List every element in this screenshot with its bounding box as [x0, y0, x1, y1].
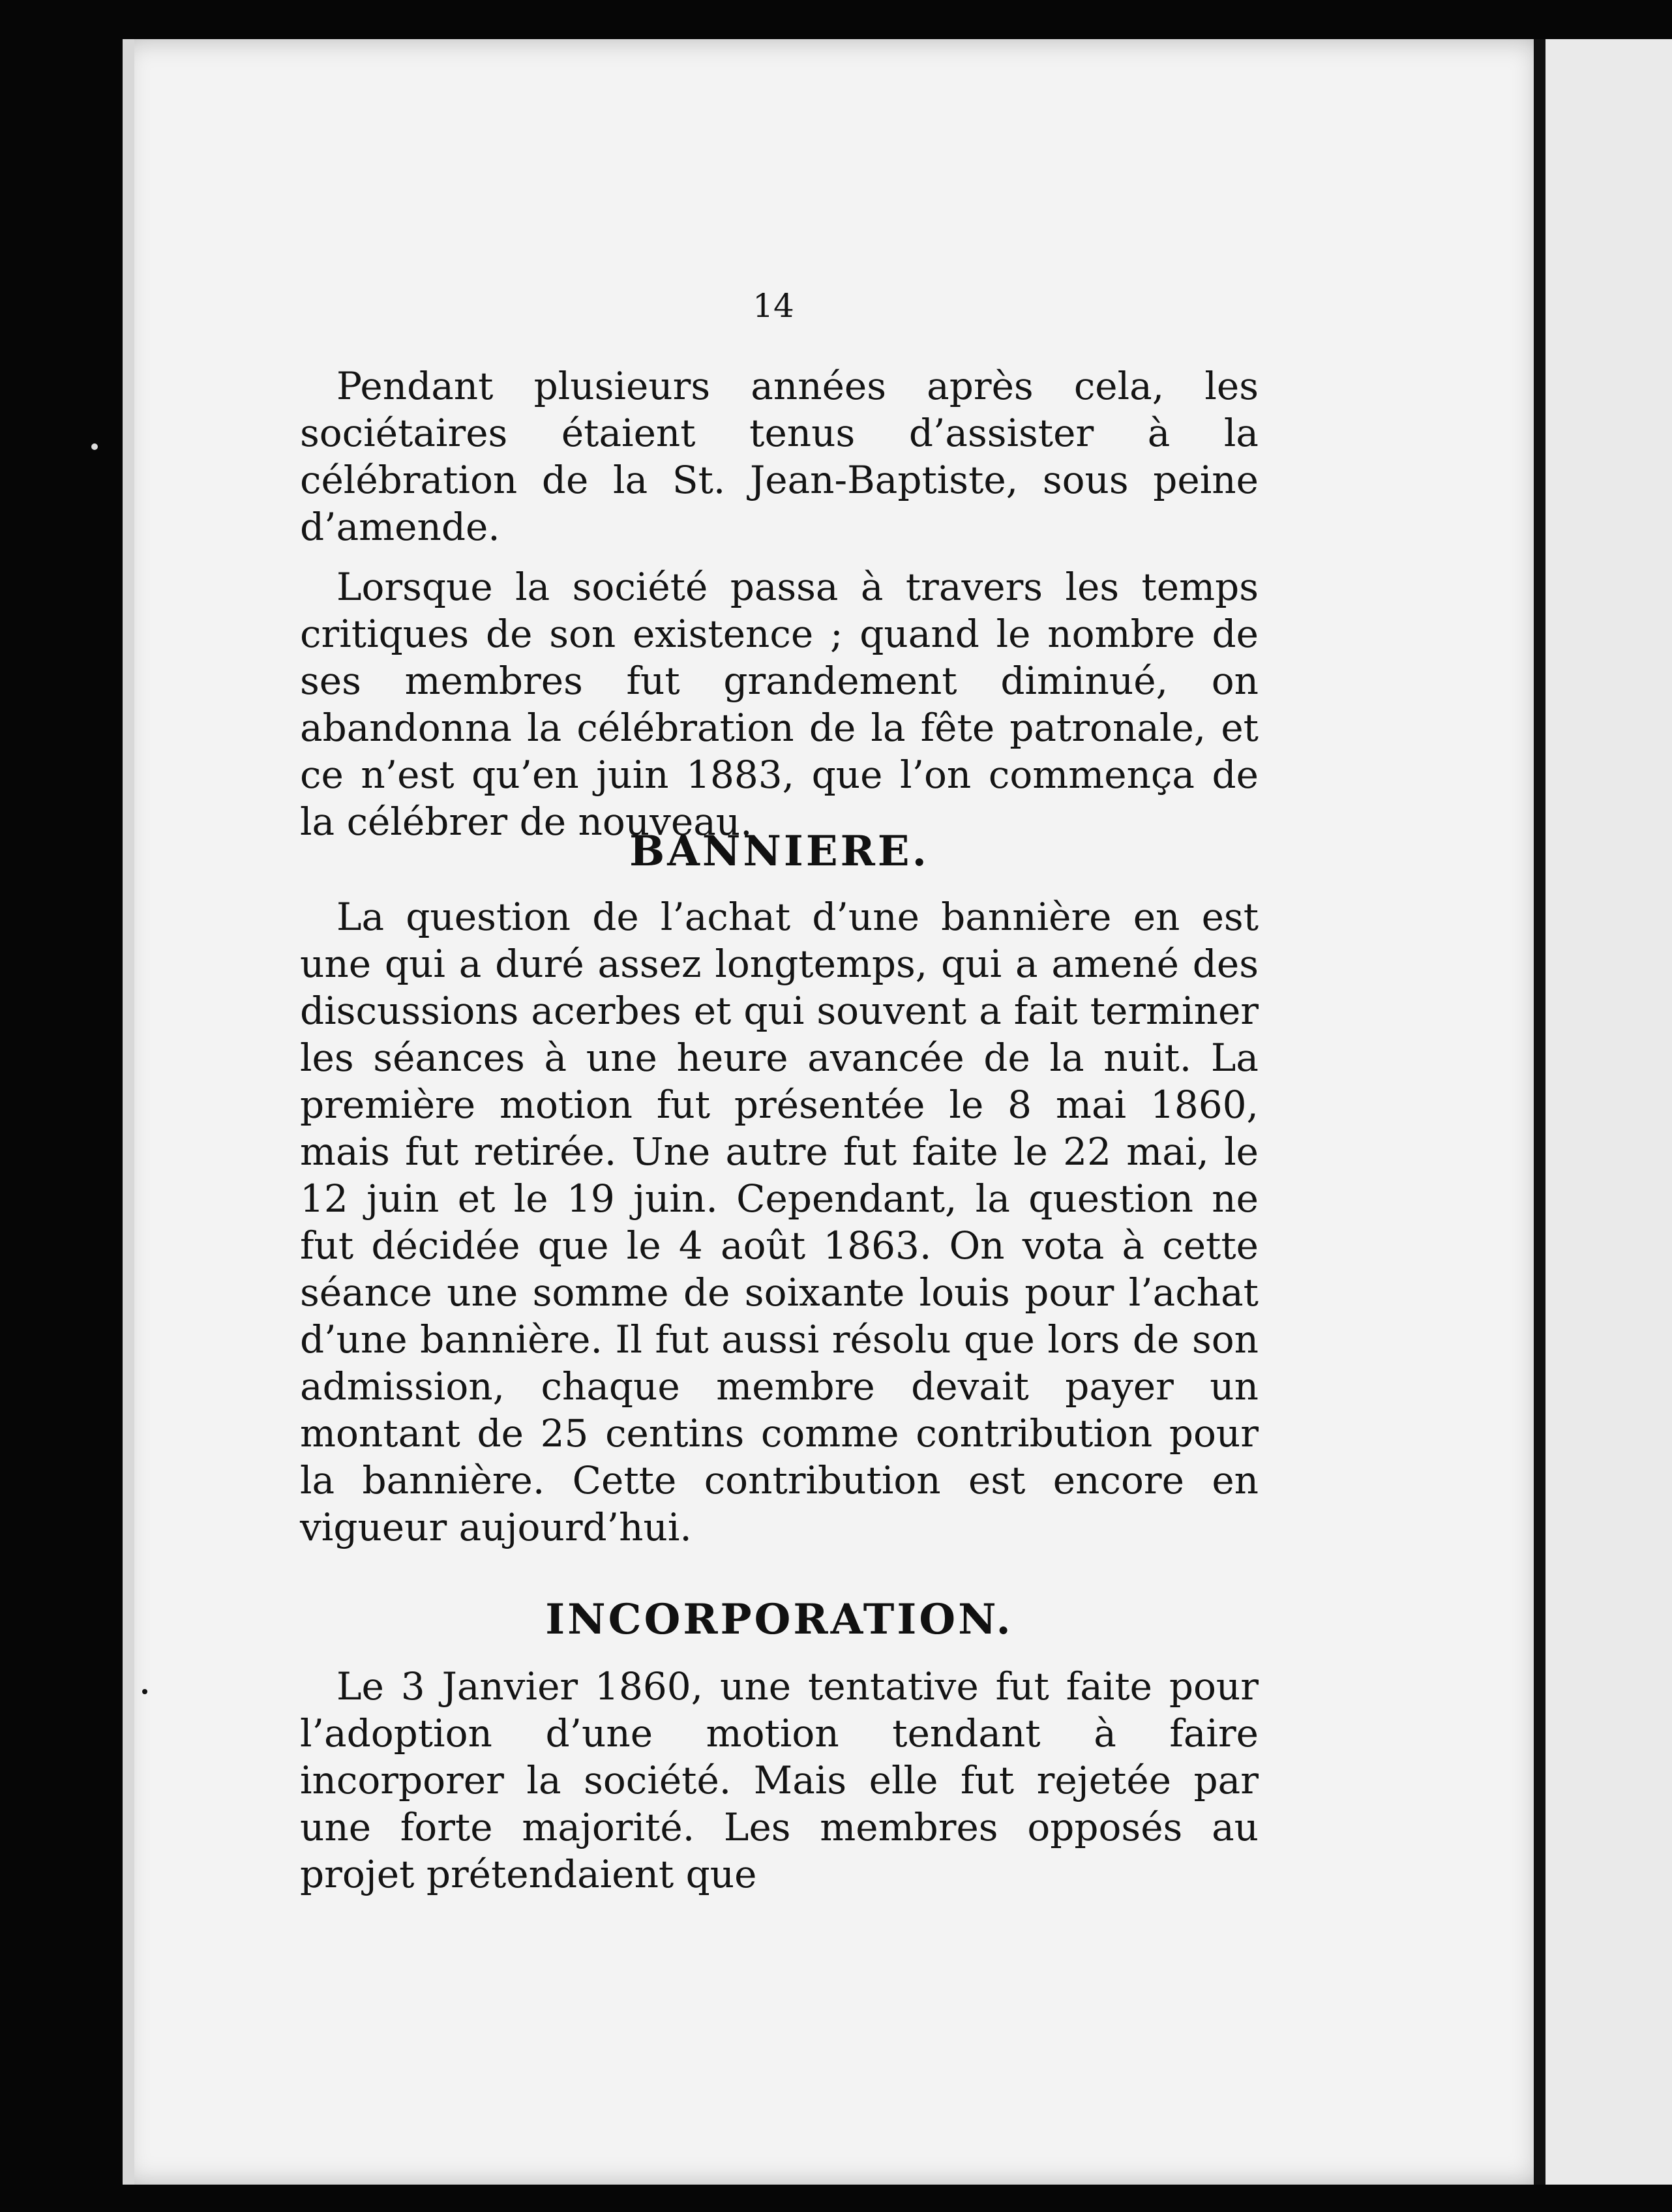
paragraph-incorporation: Le 3 Janvier 1860, une tentative fut faite pour l’adoption d’une motion tendant à faire incorporer la société. Mais elle fut rejetée par une forte majorité. Les membres opposés au projet prétendaient que — [300, 1664, 1259, 1896]
book-gutter — [1534, 39, 1545, 2185]
paragraph-temps-critiques: Lorsque la société passa à travers les temps critiques de son existence ; quand le nombre de ses membres fut grandement diminué, on abandonna la célébration de la fête patronale, et ce n’est qu’en juin 1883, que l’on commença de la célébrer de nouveau. — [300, 565, 1259, 844]
banniere-text — [300, 893, 1259, 1564]
paragraph-banniere: La question de l’achat d’une bannière en est une qui a duré assez longtemps, qui a amené des discussions acerbes et qui souvent a fait terminer les séances à une heure avancée de la nuit. La première motion fut présentée le 8 mai 1860, mais fut retirée. Une autre fut faite le 22 mai, le 12 juin et le 19 juin. Cependant, la question ne fut décidée que le 4 août 1863. On vota à cette séance une somme de soixante louis pour l’achat d’une bannière. Il fut aussi résolu que lors de son admission, chaque membre devait payer un montant de 25 centins comme contribution pour la bannière. Cette contribution est encore en vigueur aujourd’hui. — [300, 895, 1259, 1549]
paragraph-societaires: Pendant plusieurs années après cela, les sociétaires étaient tenus d’assister à la célébration de la St. Jean-Baptiste, sous peine d’amende. — [300, 364, 1259, 549]
heading-banniere: BANNIERE. — [629, 827, 929, 876]
scan-speck — [142, 1689, 147, 1694]
page-number: 14 — [753, 287, 794, 325]
page-edge — [123, 39, 134, 2185]
heading-incorporation: INCORPORATION. — [545, 1595, 1013, 1644]
incorporation-text — [300, 1663, 1259, 1911]
intro-text — [300, 363, 1259, 858]
facing-page-edge — [1545, 39, 1672, 2185]
scan-speck — [91, 443, 98, 450]
